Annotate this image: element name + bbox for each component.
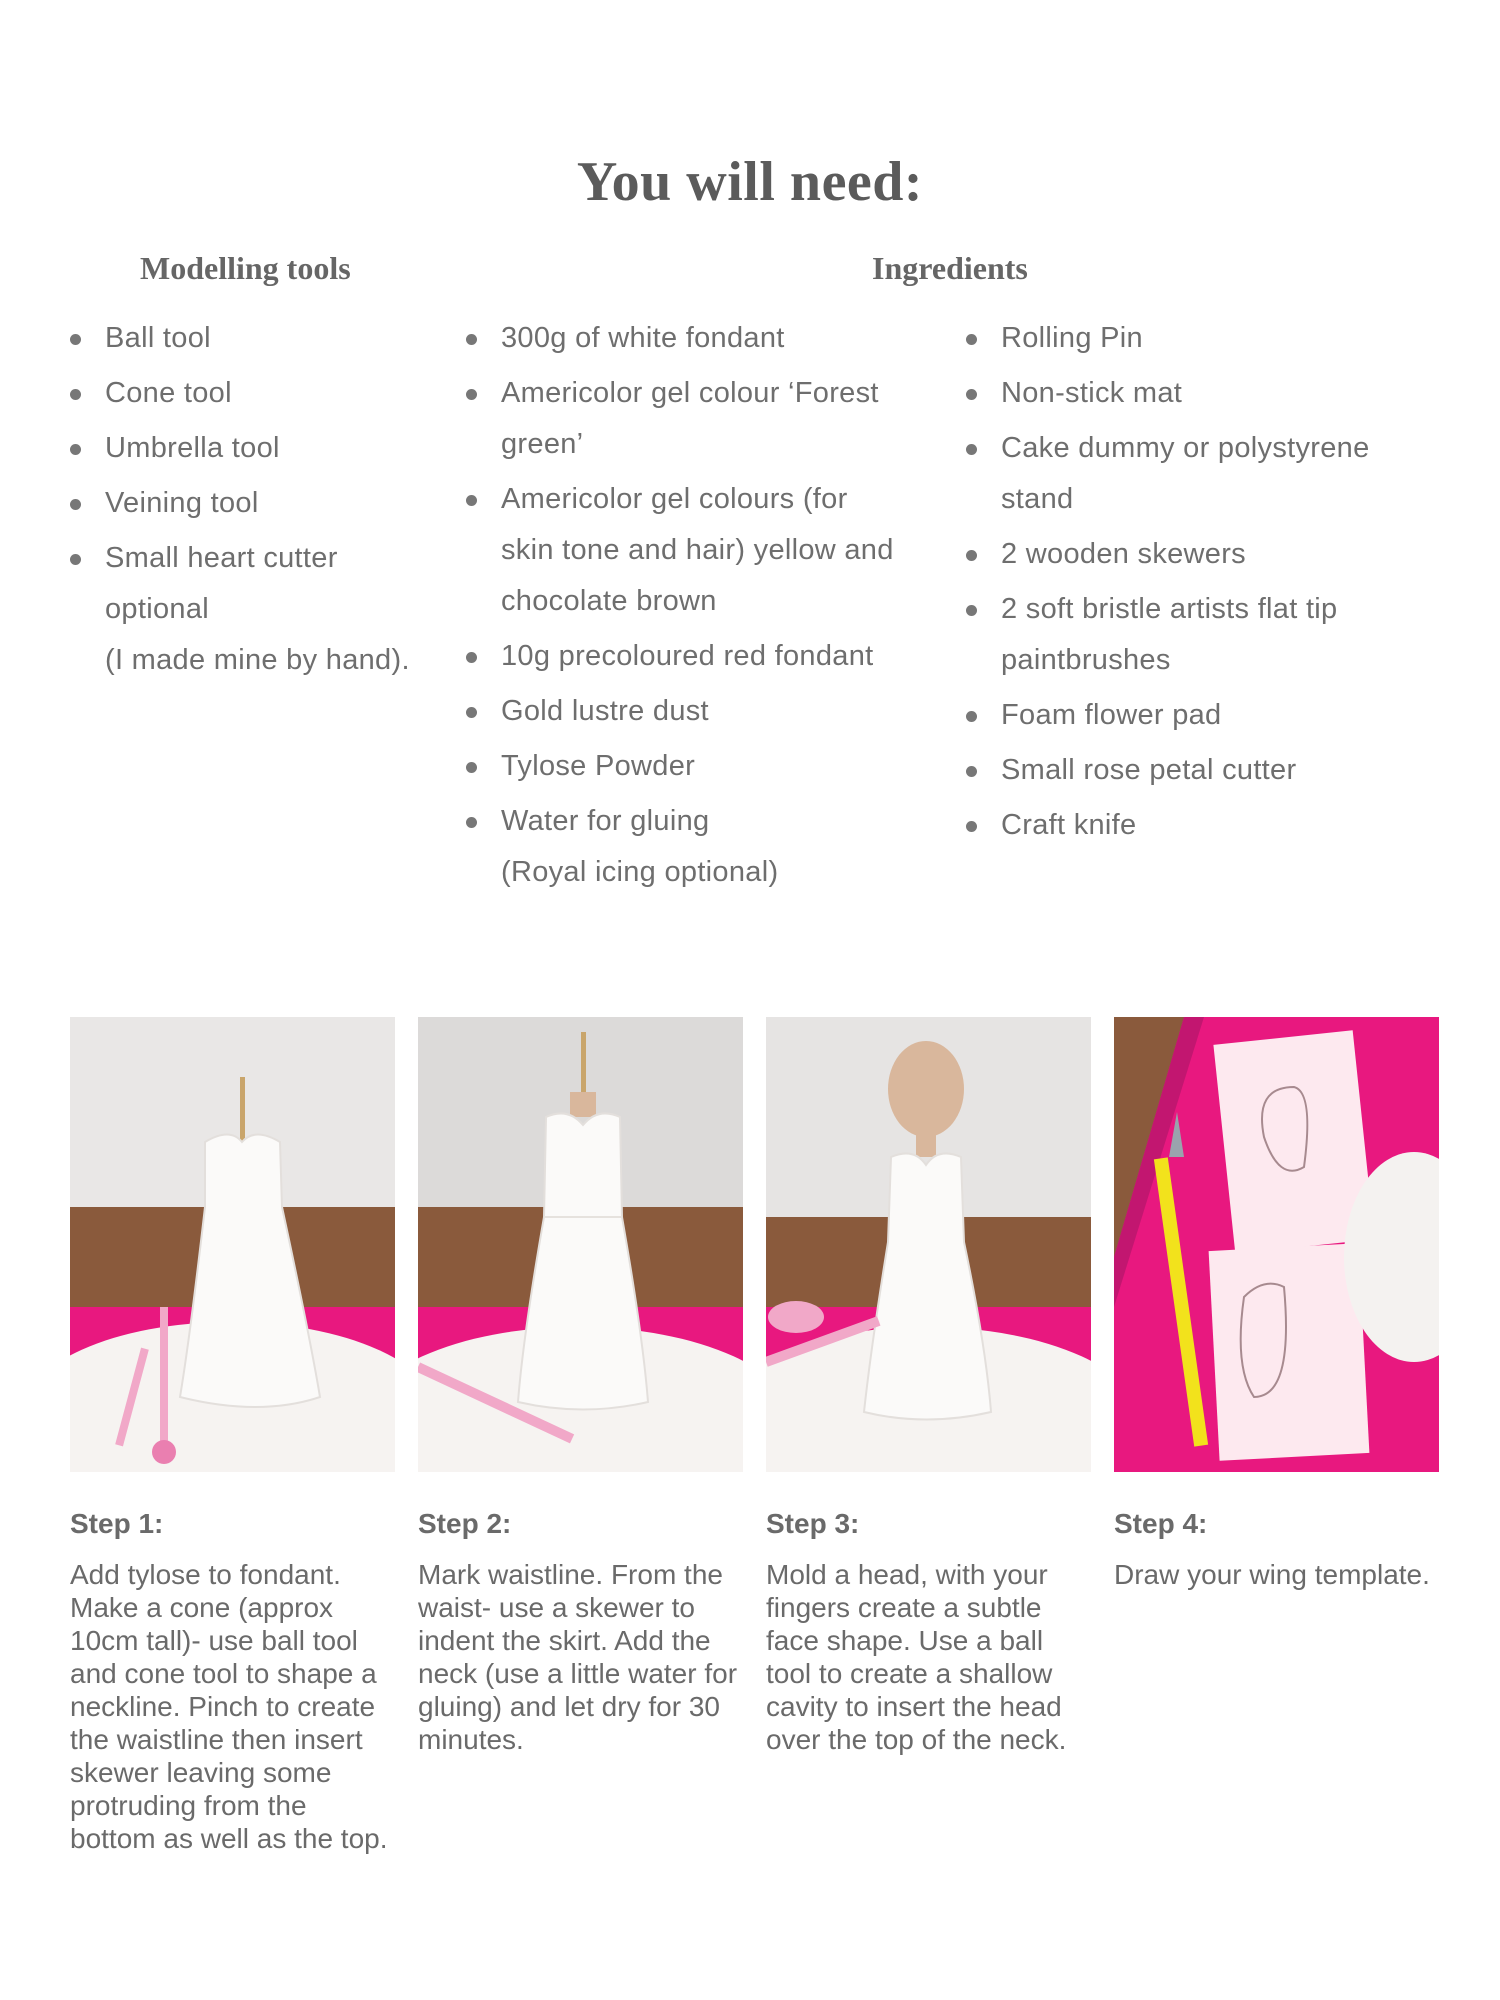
list-item: Gold lustre dust xyxy=(466,686,906,737)
list-item: Cone tool xyxy=(70,368,430,419)
step-4-photo xyxy=(1114,1017,1439,1472)
step-1-text: Add tylose to fondant. Make a cone (approx 10cm tall)- use ball tool and cone tool to shape a neckline. Pinch to create the waistline then insert skewer leaving some protruding from the bottom as well as the top. xyxy=(70,1559,388,1854)
list-item: Ball tool xyxy=(70,313,430,364)
step-3-text: Mold a head, with your fingers create a subtle face shape. Use a ball tool to create a shallow cavity to insert the head over the top of the neck. xyxy=(766,1559,1067,1755)
list-item: Umbrella tool xyxy=(70,423,430,474)
list-item: Small rose petal cutter xyxy=(966,745,1386,796)
list-item: Tylose Powder xyxy=(466,741,906,792)
ingredients-list-1 xyxy=(466,313,906,902)
list-item: Veining tool xyxy=(70,478,430,529)
step-1-title: Step 1: xyxy=(70,1508,164,1539)
step-2-title: Step 2: xyxy=(418,1508,512,1539)
step-2-photo xyxy=(418,1017,743,1472)
step-3-title: Step 3: xyxy=(766,1508,860,1539)
page-title: You will need: xyxy=(576,151,924,213)
list-item: Cake dummy or polystyrene stand xyxy=(966,423,1386,525)
list-item: 300g of white fondant xyxy=(466,313,906,364)
list-item: 10g precoloured red fondant xyxy=(466,631,906,682)
list-item: 2 soft bristle artists flat tip paintbrushes xyxy=(966,584,1386,686)
list-item: 2 wooden skewers xyxy=(966,529,1386,580)
list-note: optional xyxy=(105,593,209,625)
list-item: Rolling Pin xyxy=(966,313,1386,364)
list-item: Americolor gel colour ‘Forest green’ xyxy=(466,368,906,470)
step-4-title: Step 4: xyxy=(1114,1508,1208,1539)
ingredients-list-2 xyxy=(966,313,1386,855)
step-3-photo xyxy=(766,1017,1091,1472)
list-item: Craft knife xyxy=(966,800,1386,851)
heading-modelling-tools: Modelling tools xyxy=(140,250,351,286)
list-item: Non-stick mat xyxy=(966,368,1386,419)
list-item: Americolor gel colours (for skin tone and hair) yellow and chocolate brown xyxy=(466,474,906,627)
list-item: Foam flower pad xyxy=(966,690,1386,741)
list-note: (I made mine by hand). xyxy=(105,644,410,676)
step-4-text: Draw your wing template. xyxy=(1114,1559,1430,1590)
list-item: Water for gluing xyxy=(466,796,906,847)
step-2-text: Mark waistline. From the waist- use a skewer to indent the skirt. Add the neck (use a little water for gluing) and let dry for 30 minutes. xyxy=(418,1559,738,1755)
heading-ingredients: Ingredients xyxy=(872,250,1028,286)
step-1-photo xyxy=(70,1017,395,1472)
list-item: Small heart cutter xyxy=(70,533,430,584)
list-note: (Royal icing optional) xyxy=(501,856,779,888)
tools-list xyxy=(70,313,430,690)
